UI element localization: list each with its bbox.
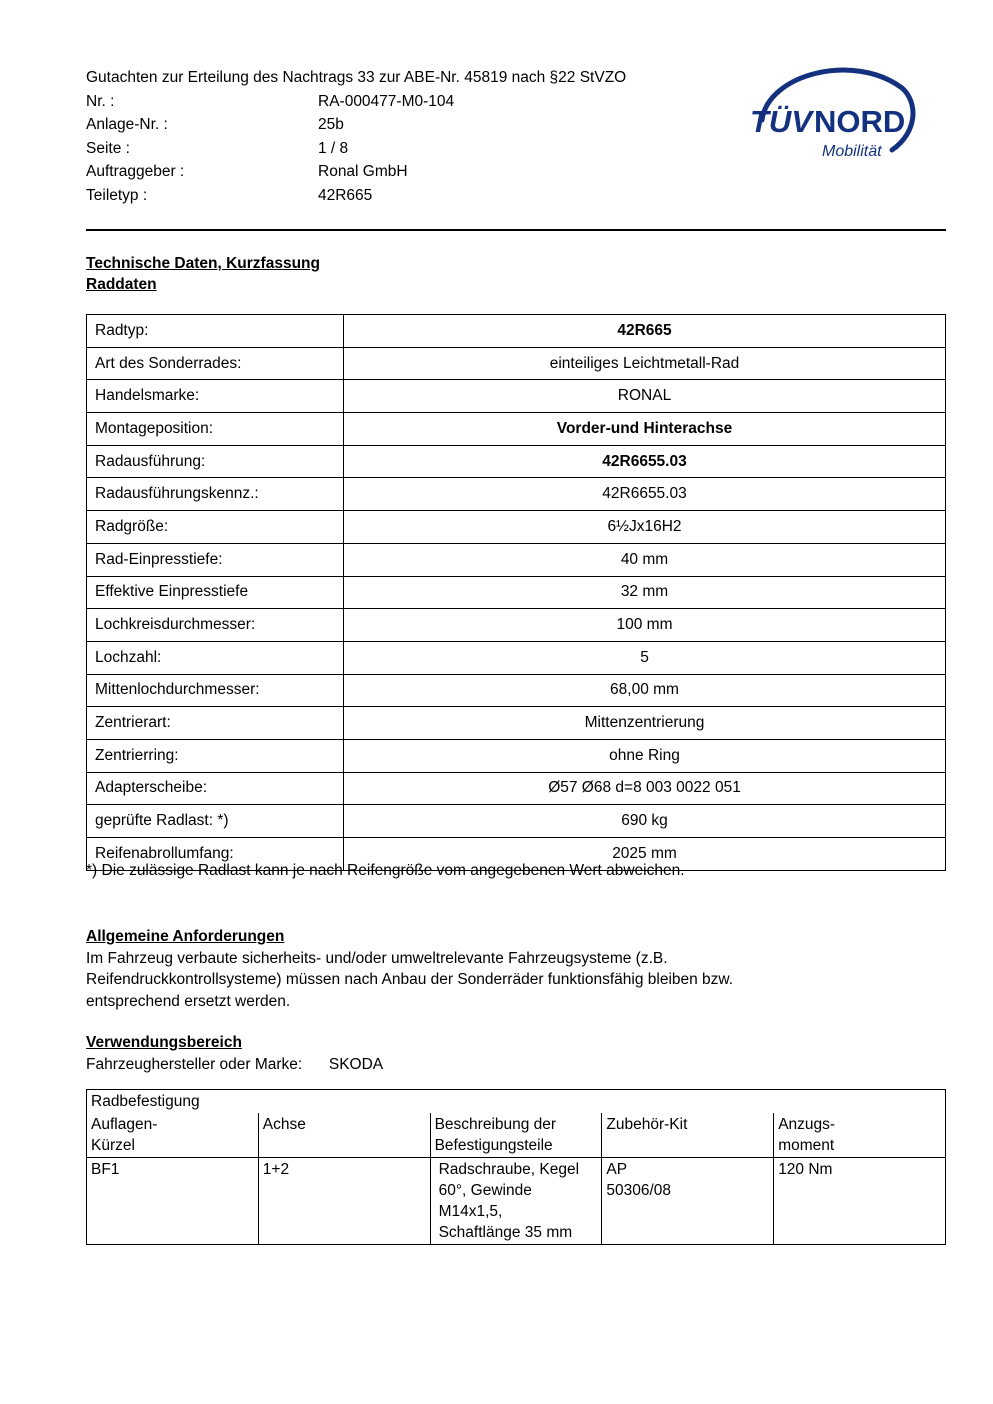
table-header-row (87, 1113, 946, 1158)
cell-zubehoer-kit (602, 1158, 774, 1245)
table-row (87, 445, 946, 478)
cell-key: Art des Sonderrades: (87, 347, 344, 380)
cell-key: Radgröße: (87, 511, 344, 544)
allgemeine-heading: Allgemeine Anforderungen (86, 928, 285, 945)
table-row (87, 347, 946, 380)
cell-achse: 1+2 (258, 1158, 430, 1245)
verwendung-line (86, 1054, 946, 1076)
svg-text:Mobilität: Mobilität (822, 143, 882, 160)
cell-key: Handelsmarke: (87, 380, 344, 413)
svg-text:NORD: NORD (814, 104, 906, 139)
header-anzugsmoment-line1: Anzugs- (778, 1116, 836, 1133)
cell-key: Reifenabrollumfang: (87, 838, 344, 871)
cell-key: Lochkreisdurchmesser: (87, 609, 344, 642)
table-footnote: *) Die zulässige Radlast kann je nach Reifengröße vom angegebenen Wert abweichen. (86, 862, 685, 879)
radbefestigung-table (86, 1089, 946, 1245)
cell-key: Radausführung: (87, 445, 344, 478)
cell-key: Zentrierring: (87, 739, 344, 772)
table-row (87, 576, 946, 609)
header-anzugsmoment-line2: moment (778, 1137, 835, 1154)
cell-value: 68,00 mm (344, 674, 946, 707)
header-label-nr: Nr. : (86, 92, 115, 110)
header-value-seite: 1 / 8 (318, 139, 349, 157)
header-value-anlage: 25b (318, 116, 344, 133)
table-row (87, 609, 946, 642)
table-row (87, 739, 946, 772)
header-row-teiletyp (86, 184, 906, 208)
table-row (87, 1158, 946, 1245)
table-row (87, 478, 946, 511)
header-auflagen-kurzel (87, 1113, 259, 1158)
table-title-row (87, 1090, 946, 1114)
header-anzugsmoment (774, 1113, 946, 1158)
cell-value: 5 (344, 641, 946, 674)
allgemeine-text-line-1: Im Fahrzeug verbaute sicherheits- und/oder umweltrelevante Fahrzeugsysteme (z.B. (86, 949, 668, 967)
cell-key: Radausführungskennz.: (87, 478, 344, 511)
cell-value: 100 mm (344, 609, 946, 642)
cell-value: einteiliges Leichtmetall-Rad (344, 347, 946, 380)
cell-key: Montageposition: (87, 413, 344, 446)
section-heading-raddaten: Raddaten (86, 276, 157, 293)
cell-key: Radtyp: (87, 315, 344, 348)
svg-text:TÜV: TÜV (750, 104, 812, 139)
cell-beschreibung-line1: Radschraube, Kegel 60°, Gewinde M14x1,5, (438, 1161, 580, 1220)
tuv-nord-logo (742, 58, 922, 168)
header-beschreibung: Beschreibung der Befestigungsteile (430, 1113, 602, 1158)
table-row (87, 380, 946, 413)
cell-anzugsmoment: 120 Nm (774, 1158, 946, 1245)
header-divider (86, 229, 946, 231)
cell-value: 40 mm (344, 543, 946, 576)
cell-value: 42R6655.03 (344, 478, 946, 511)
cell-value: Vorder-und Hinterachse (344, 413, 946, 446)
table-row (87, 772, 946, 805)
cell-kurzel: BF1 (87, 1158, 259, 1245)
section-verwendungsbereich (86, 1032, 946, 1075)
header-auflagen-line1: Auflagen- (91, 1116, 158, 1133)
table-row (87, 413, 946, 446)
table-row (87, 641, 946, 674)
cell-value: 690 kg (344, 805, 946, 838)
cell-value: Mittenzentrierung (344, 707, 946, 740)
header-label-teiletyp: Teiletyp : (86, 186, 148, 204)
cell-key: Lochzahl: (87, 641, 344, 674)
cell-value: ohne Ring (344, 739, 946, 772)
wheel-data-table (86, 314, 946, 871)
cell-key: geprüfte Radlast: *) (87, 805, 344, 838)
cell-value: 6½Jx16H2 (344, 511, 946, 544)
cell-value: RONAL (344, 380, 946, 413)
cell-key: Mittenlochdurchmesser: (87, 674, 344, 707)
radbefestigung-title: Radbefestigung (87, 1090, 946, 1114)
section-allgemeine-anforderungen (86, 926, 946, 1012)
verwendung-heading: Verwendungsbereich (86, 1034, 242, 1051)
header-value-teiletyp: 42R665 (318, 186, 373, 204)
verwendung-label: Fahrzeughersteller oder Marke: (86, 1055, 303, 1073)
cell-kit-line2: 50306/08 (606, 1182, 672, 1199)
cell-beschreibung (430, 1158, 602, 1245)
table-row (87, 511, 946, 544)
table-row (87, 707, 946, 740)
header-label-anlage: Anlage-Nr. : (86, 116, 168, 133)
cell-value: 32 mm (344, 576, 946, 609)
cell-value: Ø57 Ø68 d=8 003 0022 051 (344, 772, 946, 805)
header-label-auftraggeber: Auftraggeber : (86, 163, 185, 180)
table-row (87, 674, 946, 707)
table-row (87, 543, 946, 576)
header-auflagen-line2: Kürzel (91, 1137, 135, 1154)
table-row (87, 315, 946, 348)
cell-key: Effektive Einpresstiefe (87, 576, 344, 609)
cell-key: Zentrierart: (87, 707, 344, 740)
header-achse: Achse (258, 1113, 430, 1158)
cell-key: Adapterscheibe: (87, 772, 344, 805)
allgemeine-text-line-3: entsprechend ersetzt werden. (86, 992, 291, 1010)
verwendung-value: SKODA (328, 1055, 384, 1073)
header-value-nr: RA-000477-M0-104 (318, 92, 455, 110)
cell-kit-line1: AP (606, 1161, 628, 1178)
section-heading-technische-daten: Technische Daten, Kurzfassung (86, 255, 320, 272)
header-zubehoer-kit: Zubehör-Kit (602, 1113, 774, 1158)
header-title-text: Gutachten zur Erteilung des Nachtrags 33 zur ABE-Nr. 45819 nach §22 StVZO (86, 69, 627, 86)
table-row (87, 805, 946, 838)
cell-beschreibung-line2: Schaftlänge 35 mm (438, 1224, 573, 1241)
cell-value: 2025 mm (344, 838, 946, 871)
allgemeine-text-line-2: Reifendruckkontrollsysteme) müssen nach Anbau der Sonderräder funktionsfähig bleiben bzw. (86, 971, 734, 988)
cell-value: 42R6655.03 (344, 445, 946, 478)
cell-value: 42R665 (344, 315, 946, 348)
cell-key: Rad-Einpresstiefe: (87, 543, 344, 576)
header-value-auftraggeber: Ronal GmbH (318, 163, 408, 180)
header-label-seite: Seite : (86, 139, 130, 157)
